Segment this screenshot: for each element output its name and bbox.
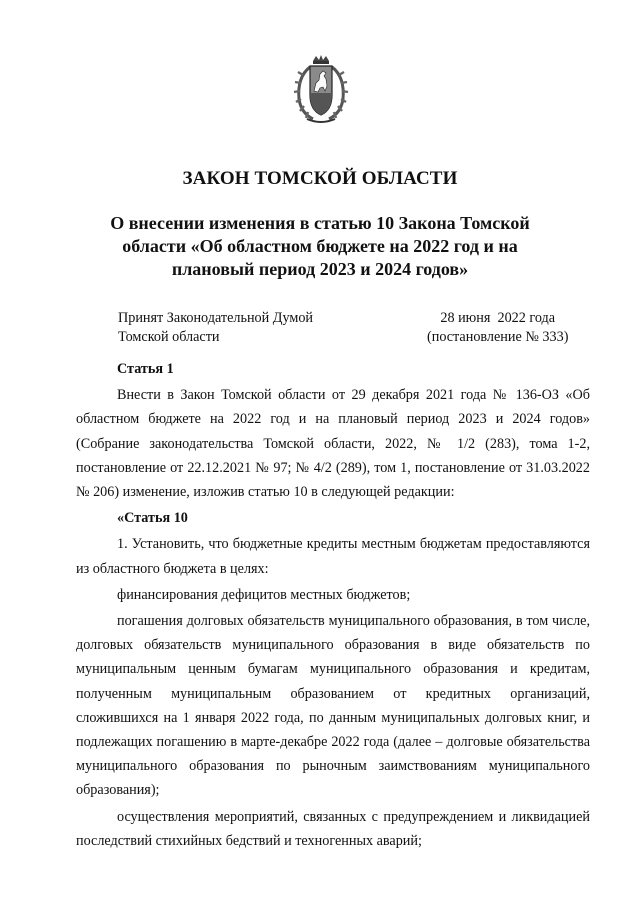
article-10-item-1: 1. Установить, что бюджетные кредиты местным бюджетам предоставляются из областного бюджета в целях:: [76, 536, 590, 577]
subtitle-line: О внесении изменения в статью 10 Закона Томской: [110, 213, 530, 233]
article-10-heading: «Статья 10: [117, 510, 188, 527]
law-title: ЗАКОН ТОМСКОЙ ОБЛАСТИ: [182, 168, 458, 189]
adoption-authority: [118, 309, 313, 347]
coat-of-arms-icon: [293, 55, 349, 125]
purpose-item: погашения долговых обязательств муниципального образования, в том числе, долговых обязательств муниципального образования в виде обязательств по муниципальным ценным бумагам муниципального образования и кредитам, полученным муниципальным образованием от кредитных организаций, сложившихся на 1 января 2022 года, по данным муниципальных долговых книг, и подлежащих погашению в марте-декабре 2022 года (далее – долговые обязательства муниципального образования по рыночным заимствованиям муниципального образования);: [76, 613, 590, 799]
article-1-paragraph: Внести в Закон Томской области от 29 декабря 2021 года № 136-ОЗ «Об областном бюджете на 2022 год и на плановый период 2023 и 2024 годов» (Собрание законодательства Томской области, 2022, № 1/2 (283), тома 1-2, постановление от 22.12.2021 № 97; № 4/2 (289), том 1, постановление от 31.03.2022 № 206) изменение, изложив статью 10 в следующей редакции:: [76, 387, 590, 501]
adoption-authority-line: Томской области: [118, 329, 220, 345]
adoption-authority-line: Принят Законодательной Думой: [118, 310, 314, 326]
subtitle-line: области «Об областном бюджете на 2022 год и на: [122, 236, 518, 256]
purpose-item: осуществления мероприятий, связанных с предупреждением и ликвидацией последствий стихийных бедствий и техногенных аварий;: [76, 808, 590, 849]
purpose-item: финансирования дефицитов местных бюджетов;: [117, 586, 411, 603]
adoption-date: [427, 309, 568, 347]
law-body: [76, 357, 590, 853]
adoption-resolution-line: (постановление № 333): [427, 329, 569, 345]
article-1-heading: Статья 1: [117, 361, 174, 377]
law-subtitle: [80, 212, 560, 281]
subtitle-line: плановый период 2023 и 2024 годов»: [171, 259, 469, 279]
adoption-date-line: 28 июня 2022 года: [440, 310, 556, 326]
